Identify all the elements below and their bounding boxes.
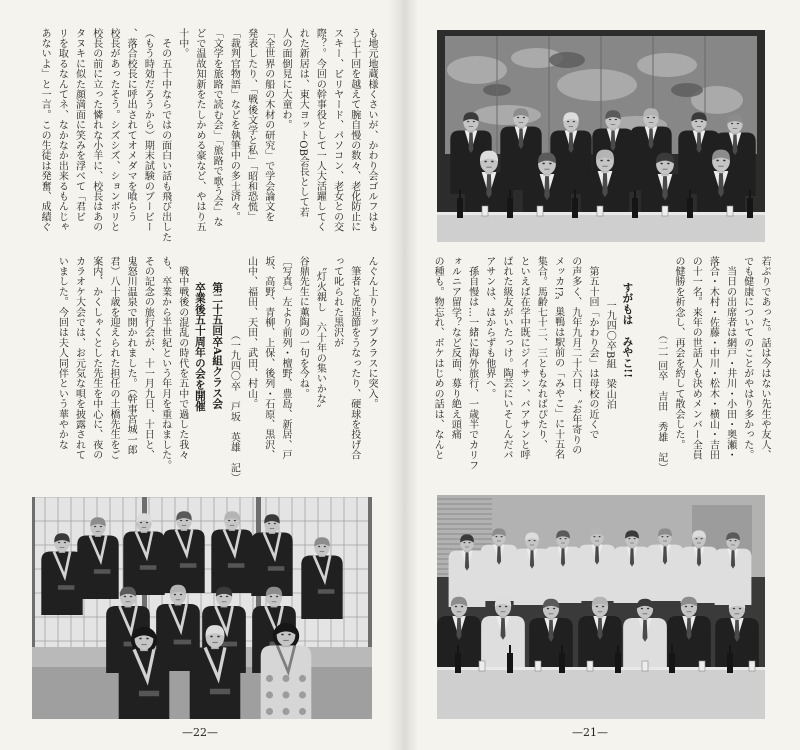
text-column: 校長の前に立った憐れな小羊に、校長はあの <box>90 28 102 232</box>
page-number: —21— <box>572 726 608 739</box>
page-gutter-shadow <box>388 0 418 750</box>
glass <box>479 661 485 671</box>
text-column: 若ぶりであった。話は今はない先生や友人、 <box>759 256 770 460</box>
glass <box>642 661 648 671</box>
text-column: 人の面倒見に大童わ。 <box>279 28 291 130</box>
text-column: の十一名。来年の世話人も決めメンバー全員 <box>690 256 702 460</box>
text-column: う七十回を越えて腕自慢の数々、老化防止に <box>348 28 360 232</box>
text-column: んぐん上りトップクラスに突入。 <box>366 256 377 409</box>
text-column: 山中、福田、天田、武田、村山。 <box>245 256 257 409</box>
text-column: 案内、かくしゃくとした先生を中心に、夜の <box>90 256 102 460</box>
text-column: 谷鼎先生に薫陶の一句を今ね。 <box>297 256 309 399</box>
text-column: 鬼怒川温泉で開かれました。（幹事宮城一郎 <box>125 256 137 455</box>
text-column: 〝灯火親し 六十年の集いかな〟 <box>314 256 326 415</box>
left-bottom-articles <box>34 256 380 484</box>
glass <box>662 206 668 216</box>
group-photo-yukata <box>32 497 372 719</box>
text-column: れた新居は、東大ヨットOB会長として若 <box>297 28 309 218</box>
group-photo-banquet <box>437 30 765 242</box>
right-articles <box>427 256 773 484</box>
text-column: 孫自慢は…一緒に海外旅行、一歳半でカリフ <box>466 256 478 471</box>
article-column-group <box>36 28 380 248</box>
glass <box>482 206 488 216</box>
text-column: カラオケ大会では、お元気な唄を披露されて <box>73 256 85 460</box>
column-gap <box>635 256 652 484</box>
glass <box>597 206 603 216</box>
text-column: も、卒業から半世紀という年月を重ねました。 <box>159 256 171 471</box>
group-photo-restaurant <box>437 495 765 719</box>
text-column: の声多く、九年九月二十六日、〝お年寄りの <box>569 256 581 455</box>
text-column: 落合・木村・佐藤・中川・松木・横山・吉田 <box>707 256 719 460</box>
text-column: 、落合校長に呼出されてオメダマを喰らう <box>125 28 137 222</box>
left-top-article <box>34 28 380 248</box>
text-column: 筆者と虎造節をうなったり、硬球を投げ合 <box>348 256 360 460</box>
article-heading: 第二十五回卒A組クラス会 <box>211 282 224 410</box>
text-column: 君）八十歳を迎えられた担任の土橋先生をご <box>107 256 119 460</box>
text-column: って叱られた黒沢が <box>331 256 343 348</box>
text-column: 戦中戦後の混乱の時代を五中で過した我々 <box>176 256 188 460</box>
text-column: メッカ!?〟巣鴨は駅前の「みやこ」に十五名 <box>552 256 564 460</box>
text-column: いました。今回は夫人同伴という華やかな <box>56 256 68 450</box>
glass <box>749 661 755 671</box>
article-column-group <box>429 256 601 484</box>
text-column: 十中。 <box>176 28 188 59</box>
text-column: 「文学を旅路で読む会」「旅路で歌う会」な <box>211 28 223 227</box>
author-credit: （一九四〇卒 戸坂 英雄 記） <box>228 330 240 483</box>
text-column: アサンは、はからずも他界へ。 <box>483 256 495 399</box>
text-column: スキー、ビリヤード、パソコン、老女との交 <box>331 28 343 232</box>
article-column-group <box>242 256 380 484</box>
text-column: といえば在学中既にジイサン、バアサンと呼 <box>518 256 530 460</box>
author-credit: （二一回卒 吉田 秀雄 記） <box>655 330 667 473</box>
text-column: その記念の旅行会が、十一月九日、十日と、 <box>142 256 154 460</box>
glass <box>727 206 733 216</box>
text-column: 「裁判官物語」などを執筆中の多士済々。 <box>228 28 240 222</box>
text-column: 「全世界の船の木材の研究」で学会論文を <box>262 28 274 222</box>
text-column: 坂、高野、青柳、上保、後列・石原、黒沢、 <box>262 256 274 460</box>
text-column: の健勝を祈念し、再会を約して散会した。 <box>672 256 684 450</box>
article-subheading: 卒業後五十周年の会を開催 <box>193 282 206 412</box>
text-column: その五十中ならではの面白い話も飛び出した <box>159 28 171 243</box>
article-byline: 一九四〇卒B組 梁山泊 <box>604 300 616 410</box>
text-column: （もう時効だろうから）期末試験のブービー <box>142 28 154 232</box>
glass <box>699 661 705 671</box>
text-column: 校長があったそう。シズシズ、ションボリと <box>107 28 119 232</box>
text-column: あないよ」と一言。この生徒は発奮、成績ぐ <box>39 28 51 232</box>
glass <box>537 206 543 216</box>
text-column: でも健康についてのことがやはり多かった。 <box>741 256 753 460</box>
text-column: 発表したり、「戦後文学と私」「昭和恐慌」 <box>245 28 257 222</box>
text-column: 当日の出席者は網戸・井川・小田・奥瀬・ <box>724 256 736 460</box>
text-column: 第五十回「かわり会」は母校の近くで <box>586 256 598 440</box>
text-column: どで温故知新をたしかめる豪など、やはり五 <box>193 28 205 232</box>
text-column: タヌキに似た顔満面に笑みを浮べて「君ビ <box>73 28 85 222</box>
page-number: —22— <box>182 726 218 739</box>
article-column-group <box>670 256 773 484</box>
text-column: 集合。馬齢七十二、三ともなればぴたり、 <box>535 256 547 450</box>
text-column: 〔写真〕左より前列・檀野、豊島、新居、戸 <box>279 256 291 460</box>
glass <box>587 661 593 671</box>
article-column-group <box>53 256 191 484</box>
article-heading: すがもは みやこ!! <box>621 282 634 379</box>
text-column: リを取るなんてネ、なかなか出来るもんじゃ <box>56 28 68 232</box>
text-column: の種も。物忘れ、ボケはじめの話は、なんと <box>432 256 444 460</box>
text-column: も地元地蔵様くさいが、かわり会ゴルフはも <box>366 28 377 232</box>
text-column: ばれた級友がいたっけ。陶芸にいそしんだバ <box>500 256 512 460</box>
glass <box>535 661 541 671</box>
text-column: 際？。今回の幹事役として一人大活躍してく <box>314 28 326 232</box>
text-column: ォルニア留学？など反面、募り絶え頭痛 <box>449 256 461 440</box>
